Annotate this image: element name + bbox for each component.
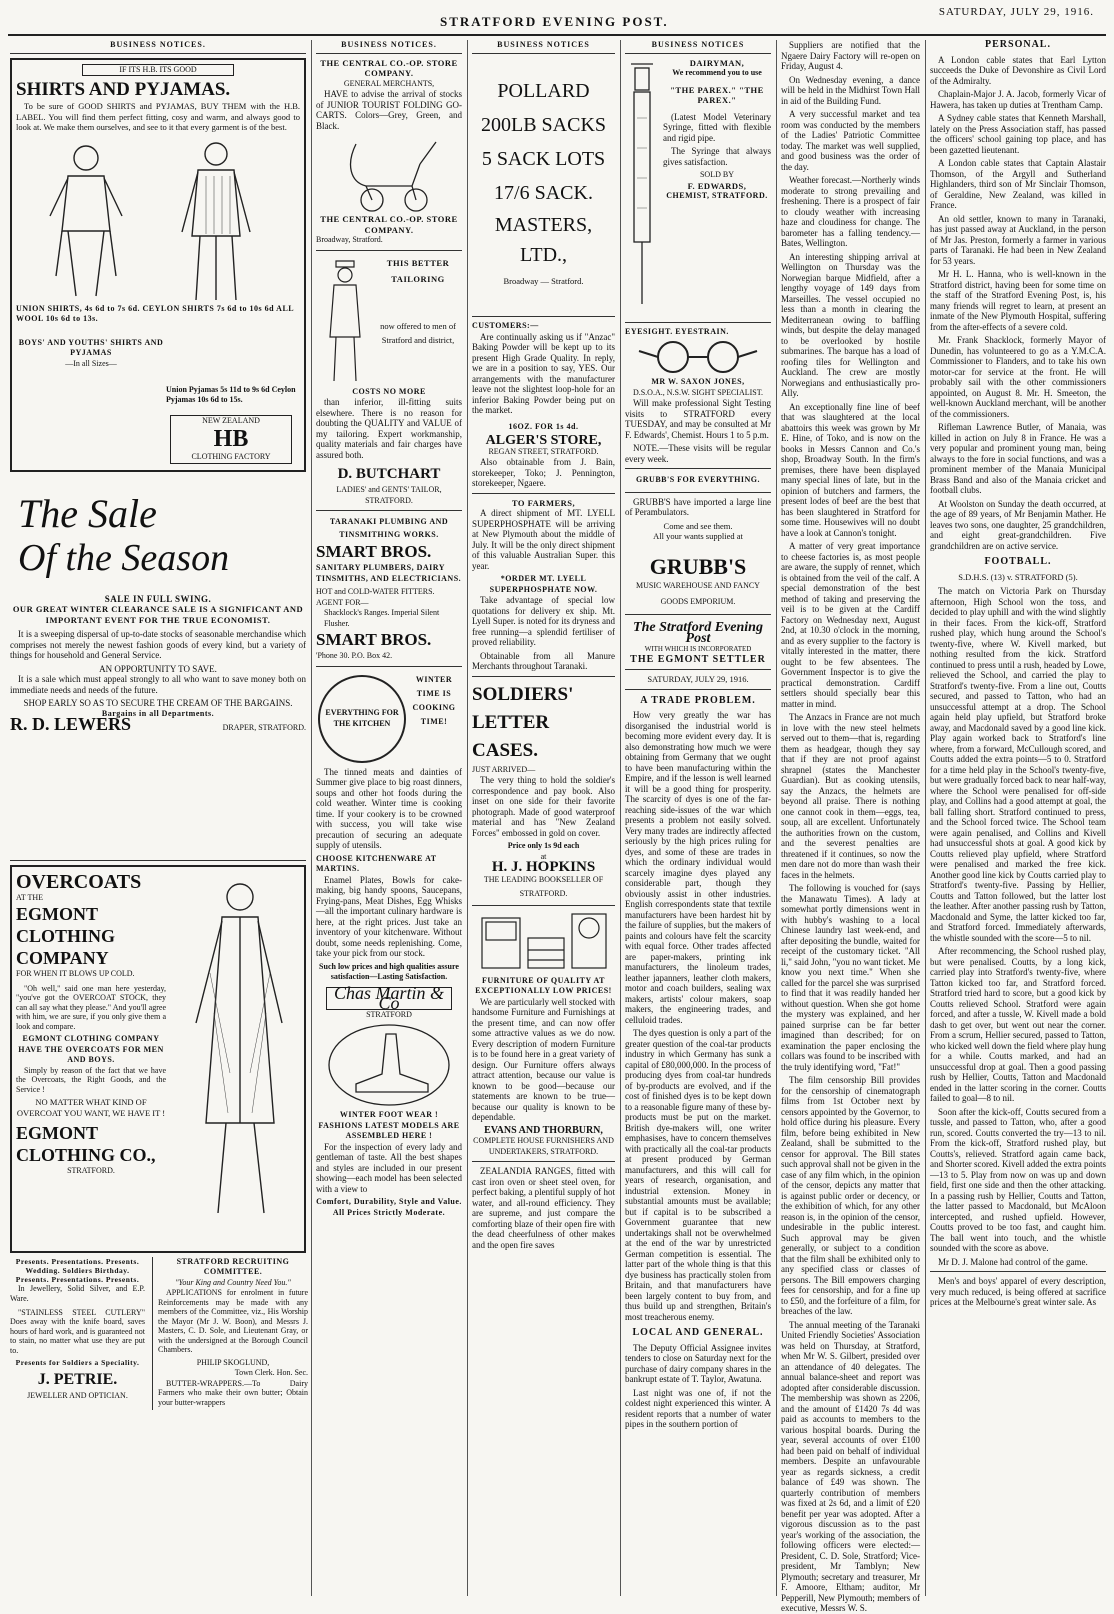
- football-para: Mr D. J. Malone had control of the game.: [938, 1256, 1088, 1267]
- coop-title-2: THE CENTRAL CO.-OP. STORE COMPANY.: [320, 214, 458, 235]
- hopkins-just: JUST ARRIVED—: [472, 764, 536, 774]
- martin-winter: WINTER TIME IS COOKING TIME!: [412, 674, 456, 726]
- paper-settler: THE EGMONT SETTLER: [630, 653, 766, 665]
- egmont-place: STRATFORD.: [67, 1166, 115, 1175]
- kitchen-logo: EVERYTHING FOR THE KITCHEN: [318, 675, 406, 763]
- logo-top: NEW ZEALAND: [202, 415, 260, 425]
- farmers-take: Take advantage of special low quotations for delivery ex ship. Mt. Lyell Super. is noted for its dryness and free running—a splendid fertiliser of proved reliability.: [472, 595, 615, 647]
- martin-prices: Such low prices and high qualities assure satisfaction—Lasting Satisfaction.: [319, 961, 459, 981]
- butter-wrappers-notice: BUTTER-WRAPPERS.—To Dairy Farmers who make their own butter; Obtain your butter-wrappers: [158, 1378, 308, 1407]
- parex-advert: [625, 58, 771, 318]
- coop-sub: GENERAL MERCHANTS,: [343, 78, 435, 88]
- newspaper-title: STRATFORD EVENING POST.: [440, 14, 669, 29]
- sale-swing: SALE IN FULL SWING.: [104, 593, 212, 604]
- recruiting-notice: [152, 1257, 308, 1411]
- pollard-line-1: POLLARD: [497, 79, 590, 102]
- butchart-name: D. BUTCHART: [337, 466, 441, 482]
- lewers-name: R. D. LEWERS: [10, 714, 132, 734]
- news-item: The annual meeting of the Taranaki United Friendly Societies' Association was held on Thursday, at Stratford, when Mr W. S. Gilbert, presided over an attendance of 40 delegates. The annual balance-sheet and report was adopted after considerable discussion. The membership was shown as 2206, and the amount of £1420 7s 4d was paid as accounts to members to the various hospital boards. During the year, several accounts of over £100 had been paid on behalf of individual members. Despite an unfavourable year as regards sickness, a credit balance of £49 was shown. The quarterly contribution of members was fixed at 2s 6d, and a limit of £20 benefit per year was adopted. After a vigorous discussion as to the past year's working of the association, the following officers were elected:—President, C. D. Sole, Stratford; Vice-president, Mr Tamblyn; New Plymouth; secretary and treasurer, Mr F. Amoore, Eltham; auditor, Mr Pepperill, New Plymouth; members of executive, Messrs W. S.: [781, 1319, 920, 1613]
- furniture-illustration: [472, 910, 615, 976]
- butchart-advert: [316, 255, 462, 387]
- pyjama-prices: Union Pyjamas 5s 11d to 9s 6d Ceylon Pyjamas 10s 6d to 15s.: [166, 384, 296, 404]
- advert-title: SHIRTS AND PYJAMAS.: [16, 79, 231, 100]
- personal-item: Rifleman Lawrence Butler, of Manaia, was killed in action on July 8 in France. He was a very popular and prominent young man, being always to the fore in social functions, and was a prominent member of the Manaia Municipal Brass Band and also of the Manaia cricket and football clubs.: [930, 422, 1106, 495]
- recruit-body: APPLICATIONS for enrolment in future Reinforcements may be made with any members of the Committee, viz., His Worship the Mayor (Mr J. W. Boon), and Messrs J. Masters, C. D. Sole, and Lieutenant Gray, or with the undersigned at the Borough Council Chambers.: [158, 1288, 308, 1354]
- trade-problem-para-1: How very greatly the war has disorganised the industrial world is becoming more evident every day. It is also demonstrating how much we were obtaining from Germany that we ought to have been manufacturing within the Empire, and if the lesson is well learned it will be a good thing for prosperity. The scarcity of dyes is one of the far-reaching side-issues of the war which presents a problem not easily solved. Very many trades are indirectly affected seriously by the high prices ruling for dyes, and some of these are trades in which the ordinary individual would scarcely imagine dyes played any considerable part, though they obviously assist in other industries. English correspondents state that textile manufacturers have been hardest hit by the failure of supplies, but the makers of paints and colours have felt the scarcity with equal force. Other trades affected are paper-makers, printing ink manufacturers, the linoleum trades, leather japanners, leather cloth makers, motor and coach builders, sealing wax makers, artists' colour makers, soap makers, the engineering trades, and celluloid trades.: [625, 710, 771, 1025]
- smart-ranges: Shacklock's Ranges. Imperial Silent Flusher.: [324, 608, 440, 628]
- hopkins-title: SOLDIERS' LETTER CASES.: [472, 683, 574, 761]
- alger-also: Also obtainable from J. Bain, storekeeper, Toko; J. Pennington, storekeeper, Ngaere.: [472, 457, 615, 488]
- column-rule: [467, 40, 468, 1596]
- martin-body: The tinned meats and dainties of Summer give place to big roast dinners, soups and other hot foods during the cold weather. Winter time is cooking time. If your cookery is to be crowned with success, you will take wise precaution of securing an adequate supply of utensils.: [316, 766, 462, 850]
- personal-title: PERSONAL.: [985, 39, 1051, 50]
- parex-sold-by: SOLD BY: [699, 170, 734, 179]
- overcoats-title: OVERCOATS: [16, 870, 142, 893]
- petrie-name: J. PETRIE.: [37, 1370, 118, 1388]
- syringe-illustration: [625, 58, 659, 308]
- smart-name: SMART BROS.: [316, 542, 432, 561]
- parex-satisfaction: The Syringe that always gives satisfaction.: [663, 146, 771, 167]
- news-item: The film censorship Bill provides for the censorship of cinematograph films from 1st October next by censors appointed by the Governor, to hold office during his pleasure. Every film, before being exhibited in New Zealand, shall be submitted to the censor for approval. The Bill states such approval shall not be given in the case of any film which, in the opinion of the censor, depicts any matter that is against public order or decency, or the exhibition of which, for any other reason is, in the opinion of the censor, undesirable in the public interest. Such approval may be given generally, or subject to a condition that the film shall be exhibited only to any specified class or classes of persons. The Bill empowers charging fees for censorship, and for a fine up to £50, and the forfeiture of a film, for breaches of the law.: [781, 1075, 920, 1316]
- cold-note: FOR WHEN IT BLOWS UP COLD.: [16, 969, 135, 978]
- football-para: After recommencing, the School rushed play, but were penalised. Coutts, by a long kick, carried play into Stratford's twenty-five, where Tatton kicked too far, and Stratford forced. Stratford tried hard to score, but a good kick by Coutts relieved School. Stratford were again forced, and after a tussle, W. Kivell made a bold dash to get over, but went out near the corner. From a scrum, Hellier secured, passed to Tatton, who kicked well down the field where play hung for a while. Coutts marked, and had an unsuccessful drop at goal. Then a good passing rush by Hellier, Coutts, Tatton and Macdonald ended in the latter scoring in the corner. Coutts failed to goal—8 to nil.: [930, 946, 1106, 1103]
- boot-body: For the inspection of every lady and gentleman of taste. All the best shapes and styles are included in our present showing—each model has been selected with a view to: [316, 1141, 462, 1194]
- melbourne-sale-note: Men's and boys' apparel of every description, very much reduced, is being offered at sacrifice prices at the Melbourne's great winter sale. As: [930, 1276, 1106, 1307]
- grubb-sub: MUSIC WAREHOUSE AND FANCY GOODS EMPORIUM.: [636, 581, 760, 606]
- spectacles-illustration: [625, 337, 771, 377]
- jones-name: MR W. SAXON JONES,: [651, 377, 745, 386]
- parex-name: "THE PAREX." "THE PAREX.": [670, 84, 764, 105]
- hb-shirts-advert: [10, 58, 306, 472]
- masthead-rule: [8, 34, 1106, 36]
- men-in-shirts-illustration: [16, 136, 296, 304]
- sale-line-2: Of the Season: [18, 536, 230, 579]
- smart-name-2: SMART BROS.: [316, 630, 432, 649]
- section-heading: BUSINESS NOTICES.: [10, 40, 306, 54]
- boot-illustration: [316, 1020, 462, 1110]
- recruit-slogan: "Your King and Country Need You.": [175, 1277, 291, 1287]
- martin-kitchen-header: [316, 671, 462, 767]
- overcoats-at: AT THE: [16, 892, 44, 902]
- boot-fashion: FASHIONS LATEST MODELS ARE ASSEMBLED HERE !: [318, 1120, 460, 1140]
- parex-firm: F. EDWARDS,: [687, 180, 747, 191]
- alger-price: 16OZ. FOR 1s 4d.: [508, 421, 579, 431]
- egmont-sign: EGMONT CLOTHING CO.,: [16, 1123, 156, 1165]
- boot-winter: WINTER FOOT WEAR !: [339, 1110, 439, 1119]
- farmers-order: *ORDER MT. LYELL SUPERPHOSPHATE NOW.: [489, 574, 598, 594]
- pollard-line-5: MASTERS, LTD.,: [494, 213, 593, 266]
- column-rule: [311, 40, 312, 1596]
- personal-item: An old settler, known to many in Taranaki, has just passed away at Auckland, in the person of Mr Jas. Preston, formerly a farmer in various parts of Taranaki. He had been in New Zealand for 53 years.: [930, 213, 1106, 266]
- section-heading: BUSINESS NOTICES.: [316, 40, 462, 54]
- logo-mid: HB: [213, 426, 249, 452]
- news-item: An exceptionally fine line of beef that was slaughtered at the local abattoirs this week was grown by Mr E. Hine, of Toko, and is now on the books in Messrs Cannon and Co.'s shop, Broadway South. In the firm's premises, there have been displayed many special lines of late, but in the opinion of butchers and farmers, the present lodes of beef are the best that has been slaughtered in Stratford for some time. Housewives will no doubt have a look at Cannon's tonight.: [781, 401, 920, 538]
- overcoats-simply: Simply by reason of the fact that we have the Overcoats, the Right Goods, and the Service !: [16, 1065, 166, 1094]
- petrie-advert: [10, 1257, 306, 1407]
- hopkins-sub: THE LEADING BOOKSELLER OF STRATFORD.: [483, 874, 604, 898]
- martin-list: Enamel Plates, Bowls for cake-making, big handy spoons, Saucepans, Frying-pans, Meat Dishes, Egg Whisks—all the important culinary hardware is here, at the right prices. Just take an inventory of your kitchenware. Without doubt, some needs replenishing. Come, take your pick from our stock.: [316, 874, 462, 958]
- petrie-soldiers: Presents for Soldiers a Speciality.: [15, 1358, 140, 1367]
- football-title: FOOTBALL.: [984, 556, 1052, 567]
- hopkins-at: at: [540, 851, 547, 861]
- overcoats-nomatter: NO MATTER WHAT KIND OF OVERCOAT YOU WANT, WE HAVE IT !: [16, 1097, 166, 1118]
- jones-qualifications: D.S.O.A., N.S.W. SIGHT SPECIALIST.: [632, 387, 764, 397]
- jones-note: NOTE.—These visits will be regular every week.: [625, 443, 771, 464]
- smart-agent: AGENT FOR—: [316, 597, 369, 607]
- paper-incorporated: WITH WHICH IS INCORPORATED: [644, 645, 752, 653]
- grubb-body: GRUBB'S have imported a large line of Perambulators.: [625, 496, 771, 517]
- parex-sub: CHEMIST, STRATFORD.: [666, 191, 768, 200]
- news-item: Suppliers are notified that the Ngaere Dairy Factory will re-open on Friday, August 4.: [781, 40, 920, 71]
- pollard-address: Broadway — Stratford.: [503, 275, 584, 286]
- lewers-sub: DRAPER, STRATFORD.: [222, 723, 306, 732]
- egmont-clothing-advert: [10, 865, 306, 1253]
- news-item: A matter of very great importance to cheese factories is, as most people are aware, the supply of rennet, which is obtained from the veil of the calf. A special demonstration of the best method of taking and preserving the veil is to be given at the Cardiff Factory on Wednesday next, August 2nd, at 10.30 o'clock in the morning, and as every supplier to the factory is vitally interested in the matter, there ought to be few absentees. The Government Inspector is to give the practical demonstration. Cardiff settlers should specially bear this matter in mind.: [781, 541, 920, 709]
- farmers-obtainable: Obtainable from all Manure Merchants throughout Taranaki.: [472, 650, 615, 671]
- alger-name: ALGER'S STORE,: [485, 433, 602, 448]
- butchart-body: than inferior, ill-fitting suits elsewhere. There is no reason for doubting the QUALITY and VALUE of my tailoring. Expert workmanship, quality materials and fair charges have assured both.: [316, 397, 462, 460]
- football-para: Soon after the kick-off, Coutts secured from a tussle, and passed to Tatton, who, after a good run, scored. Coutts converted the try—13 to nil. From the kick-off, Stratford rushed play, but Coutts's, relieved. Stratford again came back, and Shorter scored. Kivell added the extra points—13 to 5. Play from now on was up and down field, first one side and then the other attacking. In a passing rush by Hellier, Coutts and Tatton, the latter passed to Macdonald, but McAloon intercepted, and rushed upfield. However, Coutts proved to be too fast, and caught him. The ball went into touch, and the whistle sounded with the score as above.: [930, 1106, 1106, 1253]
- coop-body: HAVE to advise the arrival of stocks of JUNIOR TOURIST FOLDING GO-CARTS. Colors—Grey, Green, and Black.: [316, 89, 462, 131]
- egmont-name: EGMONT CLOTHING COMPANY: [16, 904, 116, 968]
- hopkins-price: Price only 1s 9d each: [507, 841, 580, 850]
- recruit-signature-sub: Town Clerk. Hon. Sec.: [234, 1368, 308, 1377]
- local-general-para-2: Last night was one of, if not the coldest night experienced this winter. A resident reports that a number of water pipes in the southern portion of: [625, 1387, 771, 1429]
- advert-body: To be sure of GOOD SHIRTS and PYJAMAS, BUY THEM with the H.B. LABEL. You will find them perfect fitting, cosy and warm, and always good to look at. We make them ourselves, and see to it that every garment is of the best.: [16, 101, 300, 132]
- evans-sub: COMPLETE HOUSE FURNISHERS AND UNDERTAKERS, STRATFORD.: [473, 1136, 614, 1156]
- smart-hot: HOT and COLD-WATER FITTERS.: [316, 587, 435, 596]
- column-rule: [620, 40, 621, 1596]
- column-6: [930, 40, 1106, 1596]
- jones-eyesight: EYESIGHT. EYESTRAIN.: [625, 326, 729, 336]
- man-in-overcoat-illustration: [170, 873, 300, 1233]
- grubb-all: All your wants supplied at: [653, 531, 743, 541]
- paper-name: The Stratford Evening Post: [633, 620, 763, 646]
- zealandia-ranges: ZEALANDIA RANGES, fitted with cast iron oven or sheet steel oven, for perfect baking, a plentiful supply of hot water, and all-round efficiency. They are supreme, and just compare the comforting blaze of their open fire with the dead cheerfulness of other makes and the open fire saves: [472, 1166, 615, 1250]
- sale-opportunity: AN OPPORTUNITY TO SAVE.: [99, 663, 217, 674]
- petrie-presents: Presents. Presentations. Presents. Wedding. Soldiers Birthday. Presents. Presentations. Presents.: [15, 1256, 140, 1284]
- lewers-sale-advert: [10, 492, 306, 861]
- boot-comfort: Comfort, Durability, Style and Value.: [316, 1197, 462, 1206]
- farmers-body: A direct shipment of MT. LYELL SUPERPHOSPHATE will be arriving at New Plymouth about the middle of July. It will be the only direct shipment of this valuable Australian Super. this year.: [472, 508, 615, 571]
- hopkins-body: The very thing to hold the soldier's correspondence and pay book. Also inset on one side for their favorite photograph. Made of good waterproof material and has "New Zealand Forces" embossed in gold on cover.: [472, 775, 615, 838]
- parex-title: DAIRYMAN,: [689, 57, 745, 68]
- sale-line-1: The Sale: [18, 490, 157, 536]
- overcoats-quote: "Oh well," said one man here yesterday, "you've got the OVERCOAT STOCK, they can all say what they please." And you'll agree with him, we are sure, if you only give them a look and compare.: [16, 983, 166, 1031]
- news-item: The Anzacs in France are not much in love with the new steel helmets served out to them—that is, regarding them as headgear, though they say that if they are not proof against shrapnel (states the Manchester Guardian). But as cooking utensils, say the Anzacs, the helmets are beyond all praise. There is nothing one cannot cook in them—eggs, tea, soup, all are excellent. Unfortunately the authorities frown on the custom, and the severest penalties are threatened if it continues, so now the men dare not do more than wash their faces in the helmets.: [781, 712, 920, 880]
- hopkins-name: H. J. HOPKINS: [491, 859, 596, 875]
- personal-item: Mr. Frank Shacklock, formerly Mayor of Dunedin, has volunteered to go as a Y.M.C.A. Commissioner to Flanders, and to take his own motor-car for service at the front. He will probably sail with the other commissioners appointed, on August 8. Mr. H. Smeeton, the well-known Auckland merchant, will be another of the commissioners.: [930, 335, 1106, 419]
- recruit-title: STRATFORD RECRUITING COMMITTEE.: [176, 1256, 290, 1276]
- recruit-signature: PHILIP SKOGLUND,: [196, 1357, 270, 1367]
- column-5: [781, 40, 920, 1613]
- local-general-title: LOCAL AND GENERAL.: [632, 1327, 764, 1338]
- personal-item: Mr H. L. Hanna, who is well-known in the Stratford district, having been for some time on the staff of the Stratford Evening Post, is, his many friends will regret to learn, at present an inmate of the New Plymouth Hospital, suffering from the after-effects of a severe cold.: [930, 269, 1106, 332]
- farmers-title: TO FARMERS,: [511, 497, 576, 508]
- coop-title: THE CENTRAL CO.-OP. STORE COMPANY.: [320, 57, 458, 78]
- martin-signature: Chas Martin & Co: [326, 987, 452, 1010]
- personal-item: A London cable states that Captain Alastair Thomson, of the Argyll and Sutherland Highlanders, third son of Mr Sinclair Thomson, of Geraldine, New Zealand, was killed in France.: [930, 158, 1106, 210]
- coop-address: Broadway, Stratford.: [316, 235, 383, 244]
- paper-date: SATURDAY, JULY 29, 1916.: [647, 674, 749, 684]
- furniture-head: FURNITURE OF QUALITY AT EXCEPTIONALLY LOW PRICES!: [475, 975, 612, 995]
- masthead: [0, 0, 1114, 38]
- personal-item: A Sydney cable states that Kenneth Marshall, lately on the Press Association staff, has passed the officers' school gaining top place, and has been gazetted lieutenant.: [930, 113, 1106, 155]
- personal-item: A London cable states that Earl Lytton succeeds the Duke of Devonshire as Civil Lord of the Admiralty.: [930, 54, 1106, 86]
- column-3: [472, 40, 615, 1596]
- nz-clothing-factory-logo: [170, 415, 292, 464]
- news-item: A very successful market and tea room was conducted by the members of the Ladies' Patriotic Committee today. The market was well supplied, and good business was the order of the day.: [781, 109, 920, 172]
- smart-works: TARANAKI PLUMBING AND TINSMITHING WORKS.: [329, 517, 449, 539]
- news-item: An interesting shipping arrival at Wellington on Thursday was the Norwegian barque Midfield, after a lengthy voyage of 149 days from Marseilles. The vessel occupied no less than a month in clearing the Mediterranean owing to baffling winds, but despite the delay managed to be overlooked by hostile submarines. The barque has a load of roofing tiles for Wellington and Auckland. The crew are mostly Norwegians and enthusiastically pro-Ally.: [781, 251, 920, 398]
- overcoats-have: EGMONT CLOTHING COMPANY HAVE THE OVERCOATS FOR MEN AND BOYS.: [18, 1034, 164, 1064]
- pollard-line-2: 200LB SACKS: [480, 113, 607, 136]
- alger-customers: CUSTOMERS:—: [472, 321, 539, 330]
- column-4: [625, 40, 771, 1596]
- martin-place: STRATFORD: [366, 1009, 412, 1019]
- alger-address: REGAN STREET, STRATFORD.: [488, 446, 599, 456]
- sale-body-2: It is a sale which must appeal strongly to all who want to save money both on immediate needs and needs of the future.: [10, 674, 306, 695]
- sale-bargains: Bargains in all Departments.: [101, 708, 215, 718]
- personal-item: At Woolston on Sunday the death occurred, at the age of 89 years, of Mr Benjamin Mather. He leaves two sons, one daughter, 25 grandchildren, and eight great-grandchildren. Five grandchildren are on active service.: [930, 498, 1106, 551]
- butchart-sub: LADIES' and GENTS' TAILOR, STRATFORD.: [336, 485, 442, 505]
- petrie-jewellery: In Jewellery, Solid Silver, and E.P. Ware.: [10, 1283, 145, 1303]
- boys-shirts: BOYS' AND YOUTHS' SHIRTS AND PYJAMAS: [18, 337, 164, 357]
- smart-trades: SANITARY PLUMBERS, DAIRY TINSMITHS, AND ELECTRICIANS.: [316, 563, 462, 583]
- column-2: [316, 40, 462, 1596]
- news-item: The following is vouched for (says the Manawatu Times). A lady at somewhat portly dimensions went in with hubby's washing to a local Chinese laundry last week-end, and after depositing the bundle, waited for receipt of the customary ticket. "All li," said John, "you no want ticket. Me know you next time." When she called for the parcel she was surprised to find that it was readily handed her without question. When she got home the mystery was explained, and her pained surprise can be far better imagined than described; for on examination the paper enclosing the collars was found to be inscribed with the truly identifying word, "Fat!": [781, 883, 920, 1072]
- sale-shop-early: SHOP EARLY SO AS TO SECURE THE CREAM OF THE BARGAINS.: [23, 698, 293, 708]
- grubb-head: GRUBB'S FOR EVERYTHING.: [636, 475, 760, 484]
- evans-name: EVANS AND THORBURN,: [484, 1124, 603, 1136]
- petrie-sub: JEWELLER AND OPTICIAN.: [27, 1390, 128, 1400]
- section-heading: BUSINESS NOTICES: [625, 40, 771, 54]
- furniture-body: We are particularly well stocked with handsome Furniture and Furnishings at the present time, and can now offer some attractive values as we do now. Every description of modern Furniture is to be found here in a great variety of design. Our Furniture offers always attract attention, because our value is known to be good—because our statements are known to be true—because our quality is known to be dependable.: [472, 996, 615, 1122]
- column-1: [10, 40, 306, 1596]
- jones-body: Will make professional Sight Testing visits to STRATFORD every TUESDAY, and may be consulted at Mr F. Edwards', Chemist. Hours 1 to 5 p.m.: [625, 398, 771, 440]
- butchart-costs: COSTS NO MORE: [352, 386, 426, 396]
- section-heading: BUSINESS NOTICES: [472, 40, 615, 54]
- butchart-tagline: THIS BETTER TAILORING: [386, 257, 450, 284]
- boot-prices: All Prices Strictly Moderate.: [332, 1207, 446, 1217]
- grubb-come: Come and see them.: [663, 520, 733, 531]
- sale-head: OUR GREAT WINTER CLEARANCE SALE IS A SIGNIFICANT AND IMPORTANT EVENT FOR THE TRUE ECONOMIST.: [12, 604, 304, 625]
- trade-problem-title: A TRADE PROBLEM.: [640, 694, 756, 706]
- issue-date: SATURDAY, JULY 29, 1916.: [938, 6, 1094, 18]
- martin-choose: CHOOSE KITCHENWARE AT MARTINS.: [316, 853, 437, 873]
- football-match: S.D.H.S. (13) v. STRATFORD (5).: [958, 571, 1078, 582]
- column-rule: [776, 40, 777, 1596]
- sale-body-1: It is a sweeping dispersal of up-to-date stocks of seasonable merchandise which comprises not merely the newest fashion goods of every kind, but a variety of things for household and General Service.: [10, 629, 306, 660]
- parex-recommend: We recommend you to use: [672, 68, 762, 77]
- trade-problem-para-2: The dyes question is only a part of the greater question of the coal-tar products industry in which Germany has sunk a capital of £80,000,000. In the process of producing dyes from coal-tar hundreds of by-products are evolved, and if the cost of finished dyes is to be kept down to a reasonable figure many of these by-products must be put on the market. British dye-makers will, one writer emphasises, have to concern themselves with practically all the coal-tar products at present produced by German manufacturers, and this will call for years of research, organisation, and industrial extension. Money in substantial amounts must be available; but if capital is to be subscribed a Government guarantee that new undertakings shall not be overwhelmed at the end of the war by unrestricted German competition is essential. The latter part of the whole thing is that this dye business has practically stolen from Britain, and that manufacturers have been largely content to buy from, and thus build up and strengthen, Britain's most treacherous enemy.: [625, 1028, 771, 1322]
- news-item: Weather forecast.—Northerly winds moderate to strong prevailing and freshening. There is a prospect of fair to cloudy weather with increasing haze and cloudiness for change. The barometer has a falling tendency.—Bates, Wellington.: [781, 175, 920, 248]
- smart-phone: 'Phone 30. P.O. Box 42.: [316, 651, 393, 660]
- column-rule: [925, 40, 926, 1596]
- football-para: The match on Victoria Park on Thursday afternoon, High School won the toss, and decided to play uphill and with the wind slightly in their faces. From the kick-off, Stratford rushed play, which hung around the School's twenty-five, where W. Kivell marked, but nothing resulted from the kick. Stratford continued to press until a rush, headed by Lowe, relieved the School, and carried the play to Stratford's twenty-five. From a line out, Coutts secured, and passed to Tatton, who had an unsuccessful attempt at a drop. The School again held play upfield, but Stratford broke away, and Macdonald saved by a good line kick. Play again worked back to Stratford's line where, from a forward, McCullough scored, and Coutts added the extra points—5 to 0. Stratford for a time held play in the School's twenty-five, but were gradually forced back to near half-way, where the School were penalised for off-side play, and Collins had a good attempt at goal, the ball falling short. Stratford continued to press, and the School forced twice. The School team were again penalised, and Collins and Kivell had unsuccessful shots at goal. A good kick by Coutts relieved play upfield, where Stratford were penalised and marked the free kick. Another good line kick by Coutts carried play to Stratford's twenty-five. Passing by Hellier, Coutts and Tatton followed, but the latter lost the leather. After another passing rush by Tatton, Macdonald and Syme, the latter kicked too far, and Stratford forced. Immediately afterwards, the whistle sounded with the score—5 to nil.: [930, 586, 1106, 943]
- alger-body: Are continually asking us if "Anzac" Baking Powder will be kept up to its present High Grade Quality. In reply, we are in a position to say, YES. Our arrangements with the manufacturer leave not the slightest loop-hole for an inferior Baking Powder being put on the market.: [472, 331, 615, 415]
- grubb-name: GRUBB'S: [649, 553, 747, 579]
- logo-bot: CLOTHING FACTORY: [191, 452, 271, 461]
- parex-body: (Latest Model Veterinary Syringe, fitted with flexible and rigid pipe.: [663, 111, 771, 143]
- go-cart-illustration: [316, 134, 462, 214]
- personal-item: Chaplain-Major J. A. Jacob, formerly Vicar of Hawera, has taken up duties at Trentham Camp.: [930, 89, 1106, 110]
- news-item: On Wednesday evening, a dance will be held in the Midhirst Town Hall in aid of the Building Fund.: [781, 74, 920, 106]
- lewers-signature: [10, 714, 306, 734]
- pollard-line-4: 17/6 SACK.: [494, 181, 593, 204]
- union-shirts-prices: UNION SHIRTS, 4s 6d to 7s 6d. CEYLON SHIRTS 7s 6d to 10s 6d ALL WOOL 10s 6d to 13s.: [16, 303, 294, 323]
- pollard-line-3: 5 SACK LOTS: [481, 147, 606, 170]
- gentleman-illustration: [320, 255, 370, 385]
- local-general-para-1: The Deputy Official Assignee invites tenders to close on Saturday next for the purchase of dairy company shares in the bankrupt estate of T. Taylor, Awatuna.: [625, 1342, 771, 1384]
- petrie-cutlery: "STAINLESS STEEL CUTLERY" Does away with the knife board, saves hours of hard work, and is guaranteed not to stain, no matter what use they are put to.: [10, 1307, 145, 1355]
- sizes-note: —In all Sizes—: [65, 358, 117, 368]
- butchart-now: now offered to men of Stratford and district,: [380, 320, 456, 345]
- hb-label: IF ITS H.B. ITS GOOD: [82, 64, 234, 77]
